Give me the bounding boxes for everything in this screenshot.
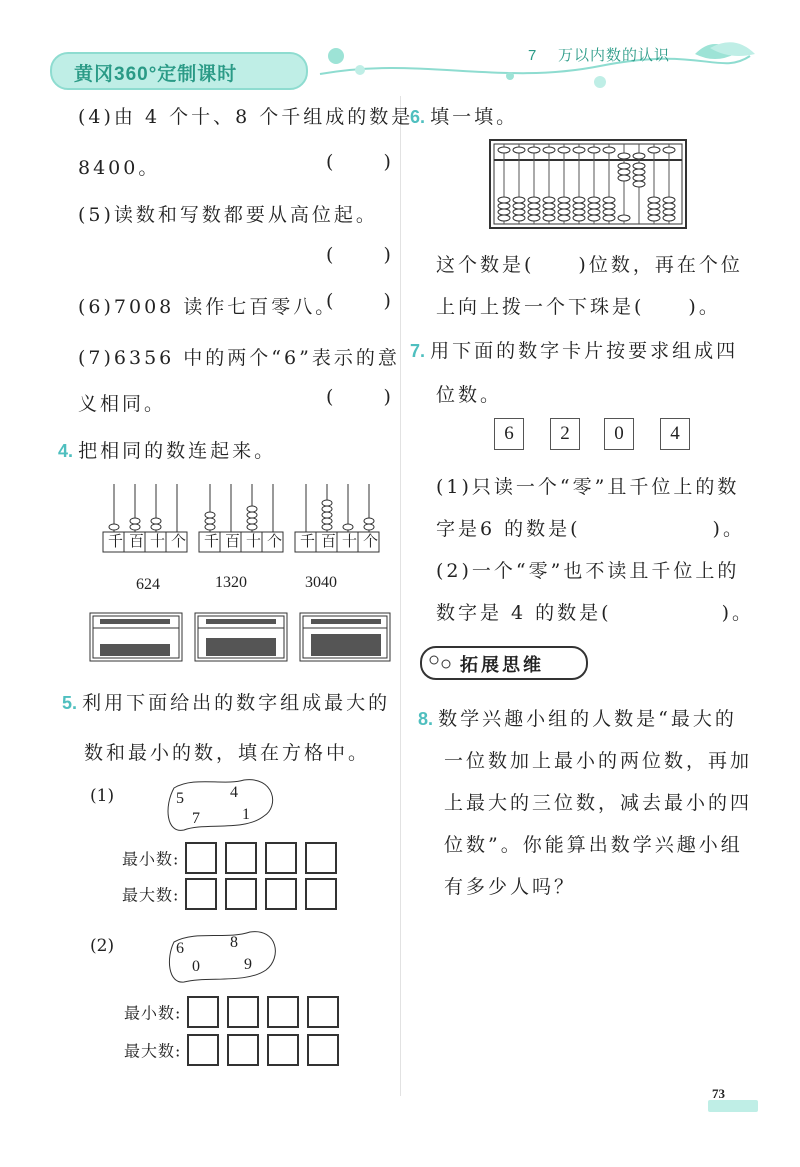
q4-label-ge-2: 个 (267, 532, 283, 550)
q4-text: 把相同的数连起来。 (78, 440, 277, 462)
q4-label-shi-3: 十 (342, 532, 358, 550)
q5-part2-max-box-2[interactable] (227, 1034, 259, 1066)
q4-label-bai-2: 百 (225, 532, 241, 550)
q4-label-bai-3: 百 (321, 532, 337, 550)
q5-part2-max-box-4[interactable] (307, 1034, 339, 1066)
q8-line4: 位数”。你能算出数学兴趣小组 (444, 834, 743, 856)
q8-heading (418, 704, 737, 731)
q5-part2-min-box-1[interactable] (187, 996, 219, 1028)
q5-part2-min-box-3[interactable] (267, 996, 299, 1028)
q4-label-ge-3: 个 (363, 532, 379, 550)
q7-card-2: 2 (550, 418, 580, 450)
q4-bead-abaci (88, 610, 392, 664)
q4-label-qian-2: 千 (204, 532, 220, 550)
q4-number-1320: 1320 (215, 574, 247, 591)
q5-heading (62, 688, 390, 715)
q5-part2-min-box-2[interactable] (227, 996, 259, 1028)
q7-heading (410, 336, 738, 363)
q5-part2-min-box-4[interactable] (307, 996, 339, 1028)
q5-part1-min-box-4[interactable] (305, 842, 337, 874)
q4-heading (58, 436, 276, 463)
q5-part1-max-box-1[interactable] (185, 878, 217, 910)
q3-item4-line1: (4)由 4 个十、8 个千组成的数是 (78, 106, 414, 128)
q7-line1: 用下面的数字卡片按要求组成四 (430, 340, 739, 362)
q4-number-624: 624 (136, 576, 160, 593)
q3-item7-answer-paren[interactable]: ( ) (326, 386, 413, 408)
q4-label-bai: 百 (129, 532, 145, 550)
q5-part1-max-box-3[interactable] (265, 878, 297, 910)
q4-label-shi-2: 十 (246, 532, 262, 550)
extension-thinking-banner (420, 646, 588, 680)
q5-part1-digit-d: 1 (242, 806, 250, 823)
q4-label-ge: 个 (171, 532, 187, 550)
q5-number: 5. (62, 693, 78, 713)
q5-part2-digit-c: 0 (192, 958, 200, 975)
q4-label-qian: 千 (108, 532, 124, 550)
q7-card-3: 0 (604, 418, 634, 450)
q6-heading (410, 102, 518, 129)
q5-part2-digit-d: 9 (244, 956, 252, 973)
q7-sub1-line2: 字是6 的数是( )。 (436, 518, 745, 540)
q4-label-shi: 十 (150, 532, 166, 550)
q5-part2-max-row (124, 1034, 347, 1066)
q6-abacus (488, 138, 688, 230)
q4-place-labels (103, 530, 393, 552)
q5-part1-min-label: 最小数: (122, 849, 180, 869)
q4-label-qian-3: 千 (300, 532, 316, 550)
q3-item5-line1: (5)读数和写数都要从高位起。 (78, 204, 378, 226)
q5-line2: 数和最小的数，填在方格中。 (84, 742, 371, 764)
q5-part1-max-box-4[interactable] (305, 878, 337, 910)
q5-part2-min-row (124, 996, 347, 1028)
q7-line2: 位数。 (436, 384, 503, 406)
q5-part1-min-row (122, 842, 345, 874)
q7-sub1-line1: (1)只读一个“零”且千位上的数 (436, 476, 740, 498)
q6-number: 6. (410, 107, 426, 127)
q3-item7-line2: 义相同。 (78, 393, 167, 415)
q6-line2: 上向上拨一个下珠是( )。 (436, 296, 721, 318)
circle-deco-icon (428, 654, 456, 672)
q8-number: 8. (418, 709, 434, 729)
q5-line1: 利用下面给出的数字组成最大的 (82, 692, 391, 714)
q5-part2-min-label: 最小数: (124, 1003, 182, 1023)
q5-part1-min-box-2[interactable] (225, 842, 257, 874)
chapter-title: 万以内数的认识 (558, 47, 671, 64)
q3-item6-answer-paren[interactable]: ( ) (326, 290, 413, 312)
q8-line1: 数学兴趣小组的人数是“最大的 (438, 708, 737, 730)
q5-part2-digit-b: 8 (230, 934, 238, 951)
q5-part2-max-box-3[interactable] (267, 1034, 299, 1066)
q5-part1-digit-a: 5 (176, 790, 184, 807)
q5-part1-digit-b: 4 (230, 784, 238, 801)
q6-text: 填一填。 (430, 106, 519, 128)
chapter-heading (528, 44, 670, 65)
q5-part1-max-row (122, 878, 345, 910)
q3-item4-line2: 8400。 (78, 157, 161, 179)
q8-line2: 一位数加上最小的两位数，再加 (444, 750, 753, 772)
q4-number: 4. (58, 441, 74, 461)
q8-line3: 上最大的三位数，减去最小的四 (444, 792, 753, 814)
header-badge-text: 黄冈360°定制课时 (74, 64, 238, 85)
extension-title: 拓展思维 (460, 655, 544, 675)
q7-sub2-line2: 数字是 4 的数是( )。 (436, 602, 754, 624)
q5-part1-min-box-1[interactable] (185, 842, 217, 874)
q3-item6-line1: (6)7008 读作七百零八。 (78, 296, 338, 318)
q3-item7-line1: (7)6356 中的两个“6”表示的意 (78, 347, 400, 369)
q5-part1-label: (1) (90, 786, 115, 806)
q7-sub2-line1: (2)一个“零”也不读且千位上的 (436, 560, 740, 582)
q3-item5-answer-paren[interactable]: ( ) (326, 244, 413, 266)
q7-card-4: 4 (660, 418, 690, 450)
q5-part2-max-label: 最大数: (124, 1041, 182, 1061)
q5-part2-max-box-1[interactable] (187, 1034, 219, 1066)
q4-number-3040: 3040 (305, 574, 337, 591)
q6-line1: 这个数是( )位数，再在个位 (436, 254, 743, 276)
page-number: 73 (712, 1086, 725, 1101)
q5-part2-label: (2) (90, 936, 115, 956)
q7-number: 7. (410, 341, 426, 361)
q7-card-1: 6 (494, 418, 524, 450)
q5-part1-digit-c: 7 (192, 810, 200, 827)
q5-part2-digit-a: 6 (176, 940, 184, 957)
chapter-number: 7 (528, 47, 538, 64)
q8-line5: 有多少人吗？ (444, 876, 577, 898)
q5-part1-max-box-2[interactable] (225, 878, 257, 910)
q5-part1-min-box-3[interactable] (265, 842, 297, 874)
q3-item4-answer-paren[interactable]: ( ) (326, 151, 413, 173)
q5-part1-max-label: 最大数: (122, 885, 180, 905)
header-badge (50, 52, 308, 90)
